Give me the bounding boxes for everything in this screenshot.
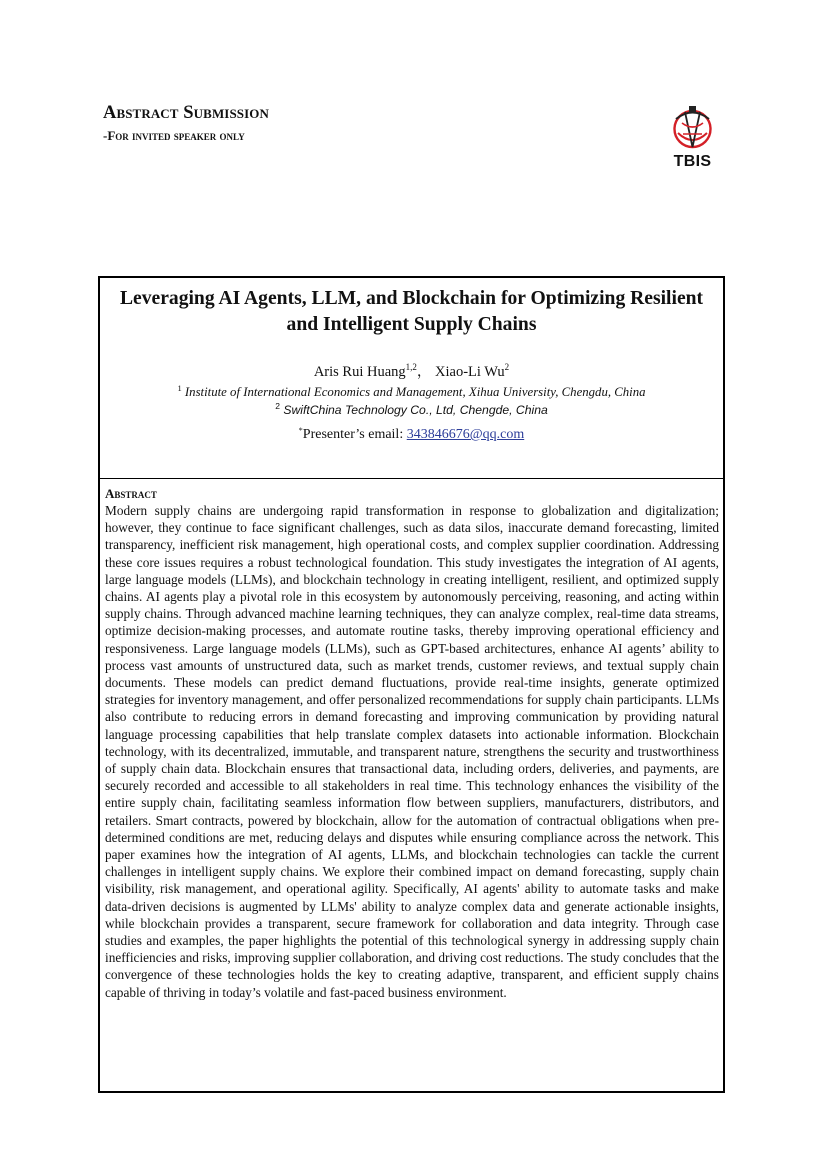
affiliation-text: SwiftChina Technology Co., Ltd, Chengde, China xyxy=(283,403,548,417)
affiliation-text: Institute of International Economics and Management, Xihua University, Chengdu, China xyxy=(184,385,646,399)
title-box xyxy=(98,276,725,479)
globe-icon xyxy=(665,103,720,153)
affiliation-mark: 2 xyxy=(275,401,280,411)
invited-speaker-note: -For invited speaker only xyxy=(103,128,245,143)
author-name: Xiao-Li Wu xyxy=(435,364,505,380)
paper-title: Leveraging AI Agents, LLM, and Blockchain for Optimizing Resilient and Intelligent Supply Chains xyxy=(119,288,704,335)
presenter-mark: * xyxy=(298,426,303,435)
presenter-email-line xyxy=(100,426,723,444)
abstract-body: Modern supply chains are undergoing rapid transformation in response to globalization and digitalization; however, they continue to face significant challenges, such as data silos, inaccurate demand forecasting, limited transparency, inefficient risk management, high operational costs, and complex supplier coordination. Addressing these core issues requires a robust technological foundation. This study investigates the integration of AI agents, large language models (LLMs), and blockchain technology in creating intelligent, resilient, and optimized supply chains. AI agents play a pivotal role in this ecosystem by autonomously perceiving, reasoning, and acting within supply chains. Through advanced machine learning techniques, they can analyze complex, real-time data streams, optimize decision-making processes, and automate routine tasks, thereby improving operational efficiency and responsiveness. Large language models (LLMs), such as GPT-based architectures, enhance AI agents’ ability to process vast amounts of unstructured data, such as market trends, customer reviews, and textual supply chain documents. These models can predict demand fluctuations, provide real-time insights, generate optimized strategies for inventory management, and offer personalized recommendations for supply chain participants. LLMs also contribute to reducing errors in demand forecasting and improving communication by providing natural language processing capabilities that help translate complex datasets into actionable information. Blockchain technology, with its decentralized, immutable, and transparent nature, strengthens the security and trustworthiness of supply chain data. Blockchain ensures that transactional data, including orders, deliveries, and payments, are securely recorded and accessible to all stakeholders in real time. This technology enhances the visibility of the entire supply chain, facilitating seamless information flow between suppliers, manufacturers, distributors, and retailers. Smart contracts, powered by blockchain, allow for the automation of contractual obligations when pre-determined conditions are met, reducing delays and disputes while ensuring compliance across the network. This paper examines how the integration of AI agents, LLMs, and blockchain technologies can tackle the current challenges in intelligent supply chains. We explore their combined impact on demand forecasting, supply chain visibility, risk management, and operational agility. Specifically, AI agents' ability to automate tasks and make data-driven decisions is augmented by LLMs' ability to analyze complex data and generate actionable insights, while blockchain provides a transparent, secure framework for collaboration and data integrity. Through case studies and examples, the paper highlights the potential of this technological synergy in addressing supply chain inefficiencies and risks, improving supplier collaboration, and driving cost reductions. The study concludes that the convergence of these technologies holds the key to creating adaptive, transparent, and efficient supply chains capable of thriving in today’s volatile and fast-paced business environment. xyxy=(105,503,719,1000)
abstract-box xyxy=(98,479,725,1093)
abstract-heading: Abstract xyxy=(105,486,157,501)
presenter-email-link[interactable]: 343846676@qq.com xyxy=(406,427,525,442)
abstract-submission-heading: Abstract Submission xyxy=(103,103,269,123)
tbis-logo xyxy=(665,103,720,173)
author-name: Aris Rui Huang xyxy=(313,364,406,380)
presenter-email-label: Presenter’s email: xyxy=(302,427,404,442)
affiliation xyxy=(100,384,723,400)
affiliation xyxy=(100,402,723,418)
author-affiliation-mark: 1,2 xyxy=(405,362,417,372)
logo-wordmark: TBIS xyxy=(673,153,712,170)
author-list xyxy=(100,363,723,381)
affiliation-mark: 1 xyxy=(177,383,182,393)
author-affiliation-mark: 2 xyxy=(504,362,510,372)
author-separator: ， xyxy=(416,364,432,380)
